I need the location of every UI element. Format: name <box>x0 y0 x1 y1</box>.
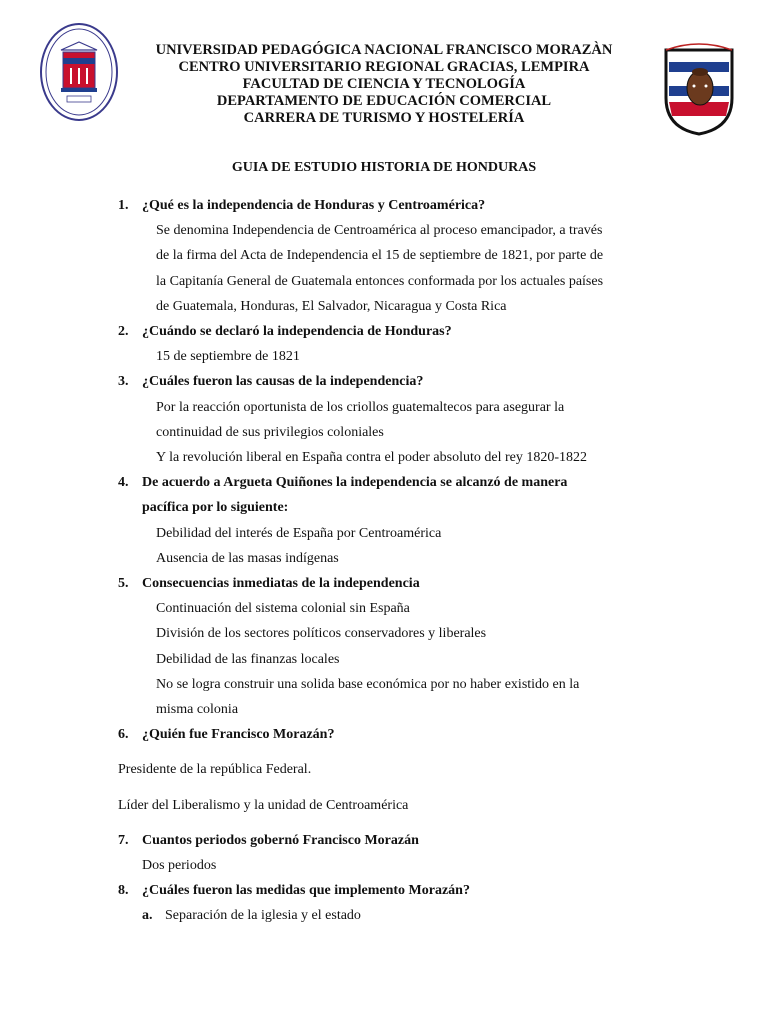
header-line-career: CARRERA DE TURISMO Y HOSTELERÍA <box>243 110 525 126</box>
question-text: ¿Quién fue Francisco Morazán? <box>142 727 335 743</box>
item-letter: a. <box>142 908 153 924</box>
answer-line: Ausencia de las masas indígenas <box>156 550 339 566</box>
question-3 <box>0 369 632 394</box>
institute-crest-logo <box>660 40 738 136</box>
question-number: 2. <box>118 324 129 340</box>
answer-6-line-1: Presidente de la república Federal. <box>118 762 312 778</box>
question-5 <box>0 571 632 596</box>
question-text: ¿Qué es la independencia de Honduras y Centroamérica? <box>142 198 486 213</box>
header-line-center: CENTRO UNIVERSITARIO REGIONAL GRACIAS, LEMPIRA <box>178 59 590 75</box>
answer-2 <box>0 344 652 369</box>
header-line-faculty: FACULTAD DE CIENCIA Y TECNOLOGÍA <box>242 76 526 92</box>
answer-line: la Capitanía General de Guatemala entonces conformada por los actuales países <box>156 273 604 289</box>
question-4 <box>0 470 632 520</box>
answer-5 <box>0 596 652 722</box>
answer-line: Dos periodos <box>142 858 217 874</box>
answer-line: Y la revolución liberal en España contra el poder absoluto del rey 1820-1822 <box>156 450 588 466</box>
question-number: 4. <box>118 475 129 491</box>
item-text: Separación de la iglesia y el estado <box>165 908 361 924</box>
answer-line: División de los sectores políticos conservadores y liberales <box>156 626 487 642</box>
answer-6-line-2: Líder del Liberalismo y la unidad de Centroamérica <box>118 797 409 813</box>
answer-7 <box>0 853 642 878</box>
answer-line: continuidad de sus privilegios coloniales <box>156 424 384 440</box>
question-1 <box>0 193 632 218</box>
question-text: Consecuencias inmediatas de la independencia <box>142 576 420 592</box>
document-title: GUIA DE ESTUDIO HISTORIA DE HONDURAS <box>231 160 537 175</box>
answer-4 <box>0 521 652 571</box>
question-number: 5. <box>118 576 129 592</box>
question-7 <box>0 828 632 853</box>
answer-line: 15 de septiembre de 1821 <box>156 349 300 365</box>
answer-line: de Guatemala, Honduras, El Salvador, Nicaragua y Costa Rica <box>156 298 507 314</box>
answer-3 <box>0 395 652 471</box>
answer-line: misma colonia <box>156 702 239 718</box>
question-text: ¿Cuándo se declaró la independencia de Honduras? <box>142 324 452 340</box>
question-number: 8. <box>118 883 129 899</box>
answer-line: Se denomina Independencia de Centroamérica al proceso emancipador, a través <box>156 223 603 239</box>
question-number: 3. <box>118 374 129 390</box>
question-number: 7. <box>118 832 129 848</box>
answer-1 <box>0 218 652 319</box>
header-line-university: UNIVERSIDAD PEDAGÓGICA NACIONAL FRANCISCO MORAZÀN <box>155 42 613 58</box>
question-text: ¿Cuáles fueron las medidas que implemento Morazán? <box>142 883 470 899</box>
institution-header <box>130 42 638 127</box>
answer-line: Debilidad de las finanzas locales <box>156 651 340 667</box>
question-2 <box>0 319 632 344</box>
answer-line: Debilidad del interés de España por Centroamérica <box>156 525 442 541</box>
question-6 <box>0 722 632 747</box>
question-number: 6. <box>118 727 129 743</box>
question-number: 1. <box>118 198 129 213</box>
answer-8-item-a <box>0 903 768 928</box>
answer-line: No se logra construir una solida base económica por no haber existido en la <box>156 676 580 692</box>
answer-line: Por la reacción oportunista de los criollos guatemaltecos para asegurar la <box>156 399 565 415</box>
answer-line: de la firma del Acta de Independencia el 15 de septiembre de 1821, por parte de <box>156 248 604 264</box>
study-guide-body <box>0 193 768 929</box>
university-seal-logo <box>39 22 119 122</box>
spacer <box>0 818 768 828</box>
question-8 <box>0 878 632 903</box>
question-text: ¿Cuáles fueron las causas de la independencia? <box>142 374 424 390</box>
answer-line: Continuación del sistema colonial sin España <box>156 601 410 617</box>
question-text-line: De acuerdo a Argueta Quiñones la independencia se alcanzó de manera <box>142 475 568 491</box>
question-text: Cuantos periodos gobernó Francisco Morazán <box>142 832 419 848</box>
question-text-line: pacífica por lo siguiente: <box>142 500 289 516</box>
header-line-department: DEPARTAMENTO DE EDUCACIÓN COMERCIAL <box>216 93 552 109</box>
